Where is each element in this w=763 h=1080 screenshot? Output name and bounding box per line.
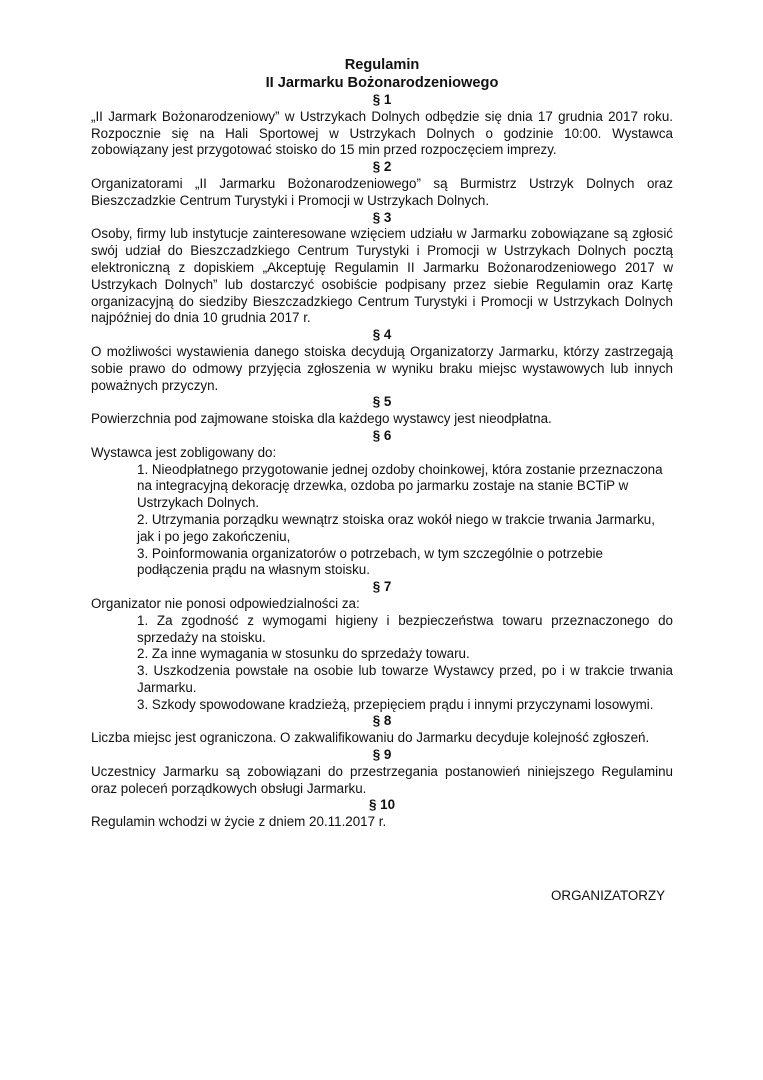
section-6-lead: Wystawca jest zobligowany do: — [91, 444, 277, 460]
section-7-heading: § 7 — [372, 579, 392, 595]
section-8-heading: § 8 — [372, 713, 392, 729]
section-6-list — [91, 462, 673, 580]
organizers-signature: ORGANIZATORZY — [551, 888, 666, 903]
section-10-text: Regulamin wchodzi w życie z dniem 20.11.2017 r. — [91, 814, 387, 830]
section-6-item-2: 2. Utrzymania porządku wewnątrz stoiska oraz wokół niego w trakcie trwania Jarmarku, jak i po jego zakończeniu, — [137, 511, 655, 544]
section-6-item-1: 1. Nieodpłatnego przygotowanie jednej ozdoby choinkowej, która zostanie przeznaczona na integracyjną dekorację drzewka, ozdoba po jarmarku zostaje na stanie BCTiP w Ustrzykach Dolnych. — [137, 461, 663, 511]
section-4-heading: § 4 — [372, 327, 392, 343]
section-3-text: Osoby, firmy lub instytucje zainteresowane wzięciem udziału w Jarmarku zobowiązane są zgłosić swój udział do Bieszczadzkiego Centrum Turystyki i Promocji w Ustrzykach Dolnych pocztą elektroniczną z dopiskiem „Akceptuję Regulamin II Jarmarku Bożonarodzeniowego 2017 w Ustrzykach Dolnych” lub dostarczyć osobiście podpisany przez siebie Regulamin oraz Kartę organizacyjną do siedziby Bieszczadzkiego Centrum Turystyki i Promocji w Ustrzykach Dolnych najpóźniej do dnia 10 grudnia 2017 r. — [91, 226, 673, 326]
document-title: Regulamin — [344, 57, 420, 73]
section-10-heading: § 10 — [368, 797, 396, 813]
document-subtitle: II Jarmarku Bożonarodzeniowego — [265, 75, 499, 91]
section-1-heading: § 1 — [372, 92, 392, 107]
section-7-list — [91, 613, 673, 714]
section-7-lead: Organizator nie ponosi odpowiedzialności za: — [91, 595, 360, 611]
section-7-item-3: 3. Uszkodzenia powstałe na osobie lub towarze Wystawcy przed, po i w trakcie trwania Jarmarku. — [137, 663, 673, 695]
section-3-heading: § 3 — [372, 209, 392, 225]
section-6-item-3: 3. Poinformowania organizatorów o potrzebach, w tym szczególnie o potrzebie podłączenia prądu na własnym stoisku. — [137, 545, 603, 578]
regulation-document — [91, 56, 673, 831]
section-6-heading: § 6 — [372, 427, 392, 443]
section-1-text: „II Jarmark Bożonarodzeniowy” w Ustrzykach Dolnych odbędzie się dnia 17 grudnia 2017 roku. Rozpocznie się na Hali Sportowej w Ustrzykach Dolnych o godzinie 10:00. Wystawca zobowiązany jest przygotować stoisko do 15 min przed rozpoczęciem imprezy. — [91, 108, 673, 158]
section-9-heading: § 9 — [372, 747, 392, 763]
section-4-text: O możliwości wystawienia danego stoiska decydują Organizatorzy Jarmarku, którzy zastrzegają sobie prawo do odmowy przyjęcia zgłoszenia w wyniku braku miejsc wystawowych lub innych poważnych przyczyn. — [91, 343, 673, 393]
section-9-text: Uczestnicy Jarmarku są zobowiązani do przestrzegania postanowień niniejszego Regulaminu oraz poleceń porządkowych obsługi Jarmarku. — [91, 763, 673, 796]
section-7-item-2: 2. Za inne wymagania w stosunku do sprzedaży towaru. — [137, 646, 470, 662]
section-5-heading: § 5 — [372, 394, 392, 410]
section-5-text: Powierzchnia pod zajmowane stoiska dla każdego wystawcy jest nieodpłatna. — [91, 411, 552, 427]
section-2-heading: § 2 — [372, 159, 392, 175]
section-8-text: Liczba miejsc jest ograniczona. O zakwalifikowaniu do Jarmarku decyduje kolejność zgłoszeń. — [91, 730, 650, 746]
section-7-item-4: 3. Szkody spowodowane kradzieżą, przepięciem prądu i innymi przyczynami losowymi. — [137, 696, 654, 712]
section-2-text: Organizatorami „II Jarmarku Bożonarodzeniowego” są Burmistrz Ustrzyk Dolnych oraz Bieszczadzkie Centrum Turystyki i Promocji w Ustrzykach Dolnych. — [91, 175, 673, 208]
section-7-item-1: 1. Za zgodność z wymogami higieny i bezpieczeństwa towaru przeznaczonego do sprzedaży na stoisku. — [137, 612, 673, 645]
